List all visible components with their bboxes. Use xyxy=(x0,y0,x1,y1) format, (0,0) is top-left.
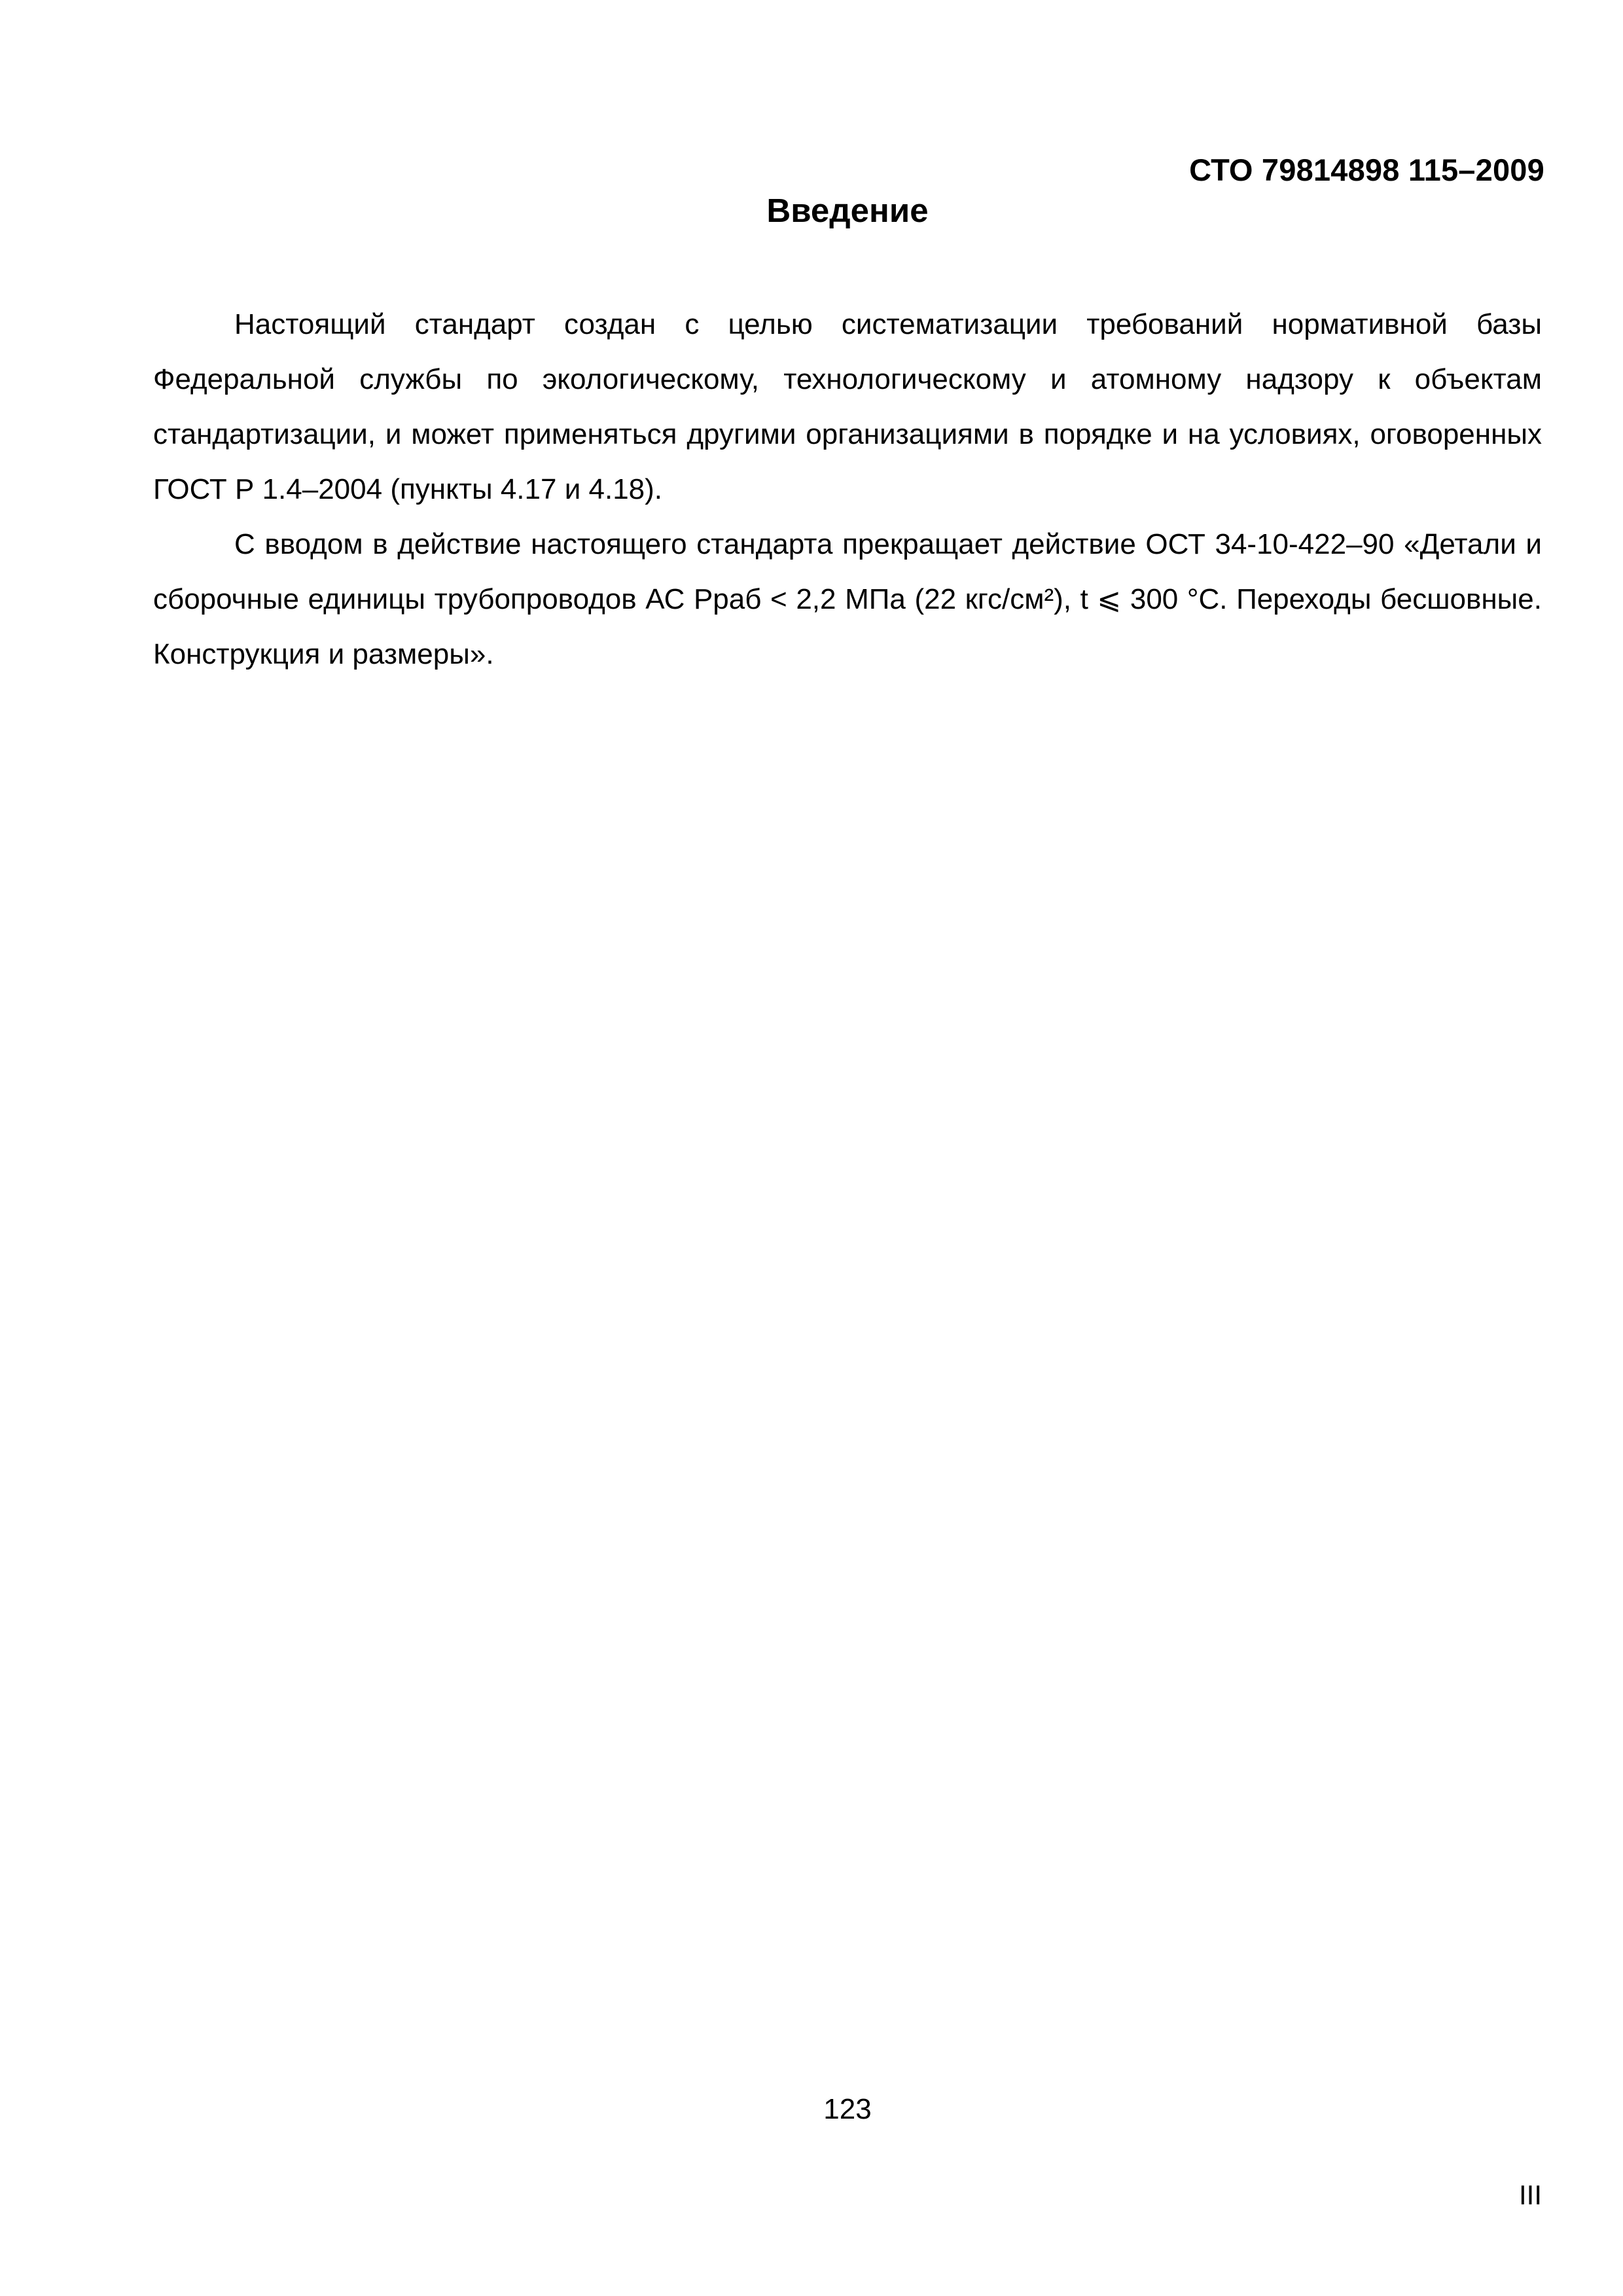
section-title: Введение xyxy=(766,192,929,229)
page-number: 123 xyxy=(823,2093,872,2125)
body-text xyxy=(153,297,1542,682)
roman-page-number: III xyxy=(1518,2179,1542,2210)
paragraph: Настоящий стандарт создан с целью систематизации требований нормативной базы Федеральной службы по экологическому, технологическому и атомному надзору к объектам стандартизации, и может применяться другими организациями в порядке и на условиях, оговоренных ГОСТ Р 1.4–2004 (пункты 4.17 и 4.18). xyxy=(153,308,1542,505)
document-code: СТО 79814898 115–2009 xyxy=(1189,152,1544,187)
paragraph: С вводом в действие настоящего стандарта прекращает действие ОСТ 34-10-422–90 «Детали и сборочные единицы трубопроводов АС Рраб < 2,2 МПа (22 кгс/см²), t ⩽ 300 °С. Переходы бесшовные. Конструкция и размеры». xyxy=(153,528,1542,670)
